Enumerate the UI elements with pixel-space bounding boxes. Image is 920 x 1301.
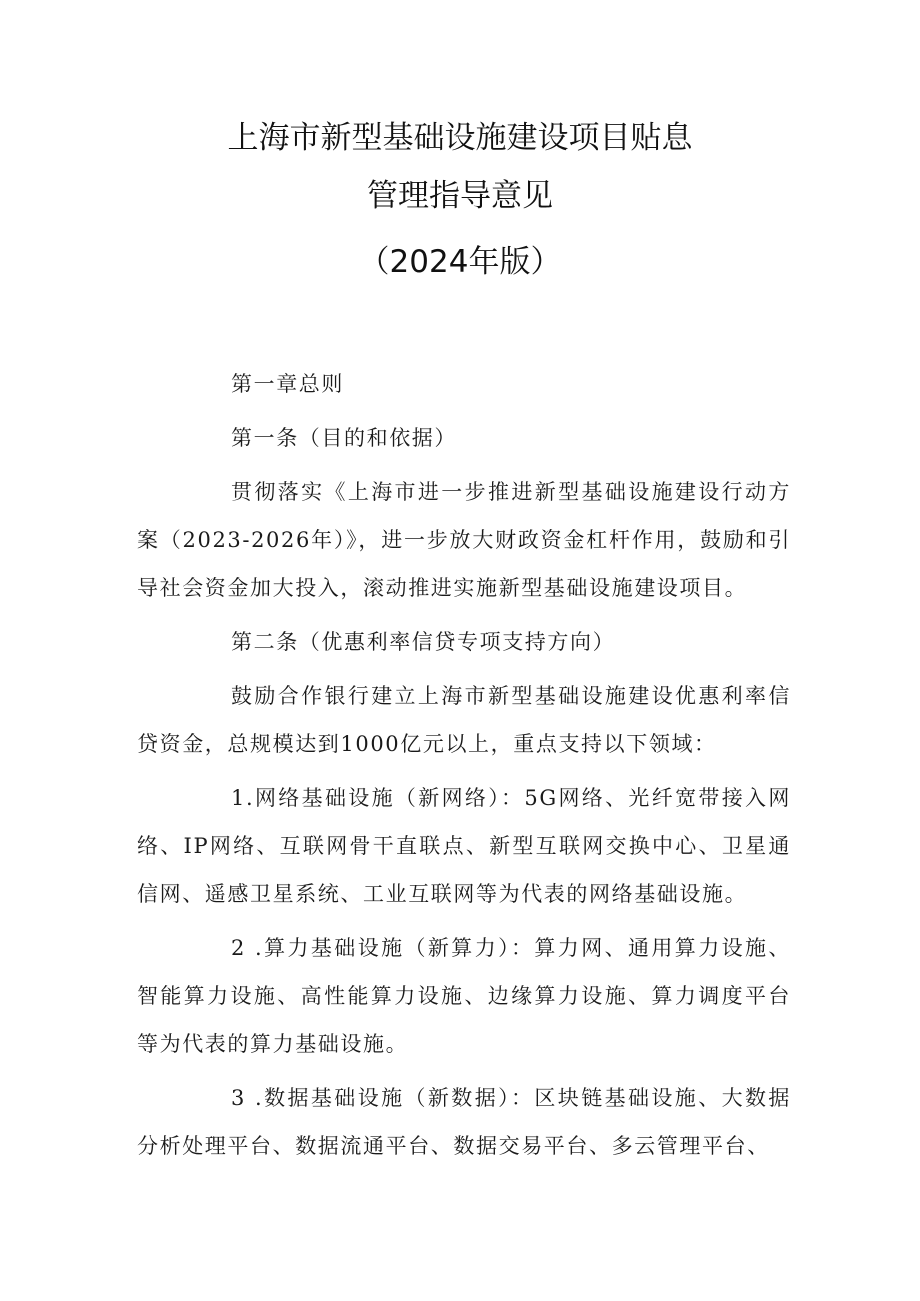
list-item-data: 3 .数据基础设施（新数据）：区块链基础设施、大数据分析处理平台、数据流通平台、数据交易平台、多云管理平台、	[137, 1086, 791, 1158]
article-1-paragraph: 贯彻落实《上海市进一步推进新型基础设施建设行动方案（2023-2026年）》，进一步放大财政资金杠杆作用，鼓励和引导社会资金加大投入，滚动推进实施新型基础设施建设项目。	[137, 480, 791, 600]
list-item-network: 1.网络基础设施（新网络）：5G网络、光纤宽带接入网络、IP网络、互联网骨干直联点、新型互联网交换中心、卫星通信网、遥感卫星系统、工业互联网等为代表的网络基础设施。	[137, 786, 791, 906]
chapter-heading: 第一章总则	[231, 372, 344, 396]
article-1-heading: 第一条（目的和依据）	[231, 426, 457, 450]
article-2-paragraph: 鼓励合作银行建立上海市新型基础设施建设优惠利率信贷资金，总规模达到1000亿元以上，重点支持以下领域：	[137, 684, 791, 756]
document-title-line-1: 上海市新型基础设施建设项目贴息	[227, 120, 693, 156]
document-title-edition: （2024年版）	[358, 244, 562, 280]
document-body	[137, 360, 791, 1170]
list-item-computing: 2 .算力基础设施（新算力）：算力网、通用算力设施、智能算力设施、高性能算力设施、边缘算力设施、算力调度平台等为代表的算力基础设施。	[137, 936, 791, 1056]
document-title-line-2: 管理指导意见	[367, 178, 553, 214]
article-2-heading: 第二条（优惠利率信贷专项支持方向）	[231, 630, 616, 654]
